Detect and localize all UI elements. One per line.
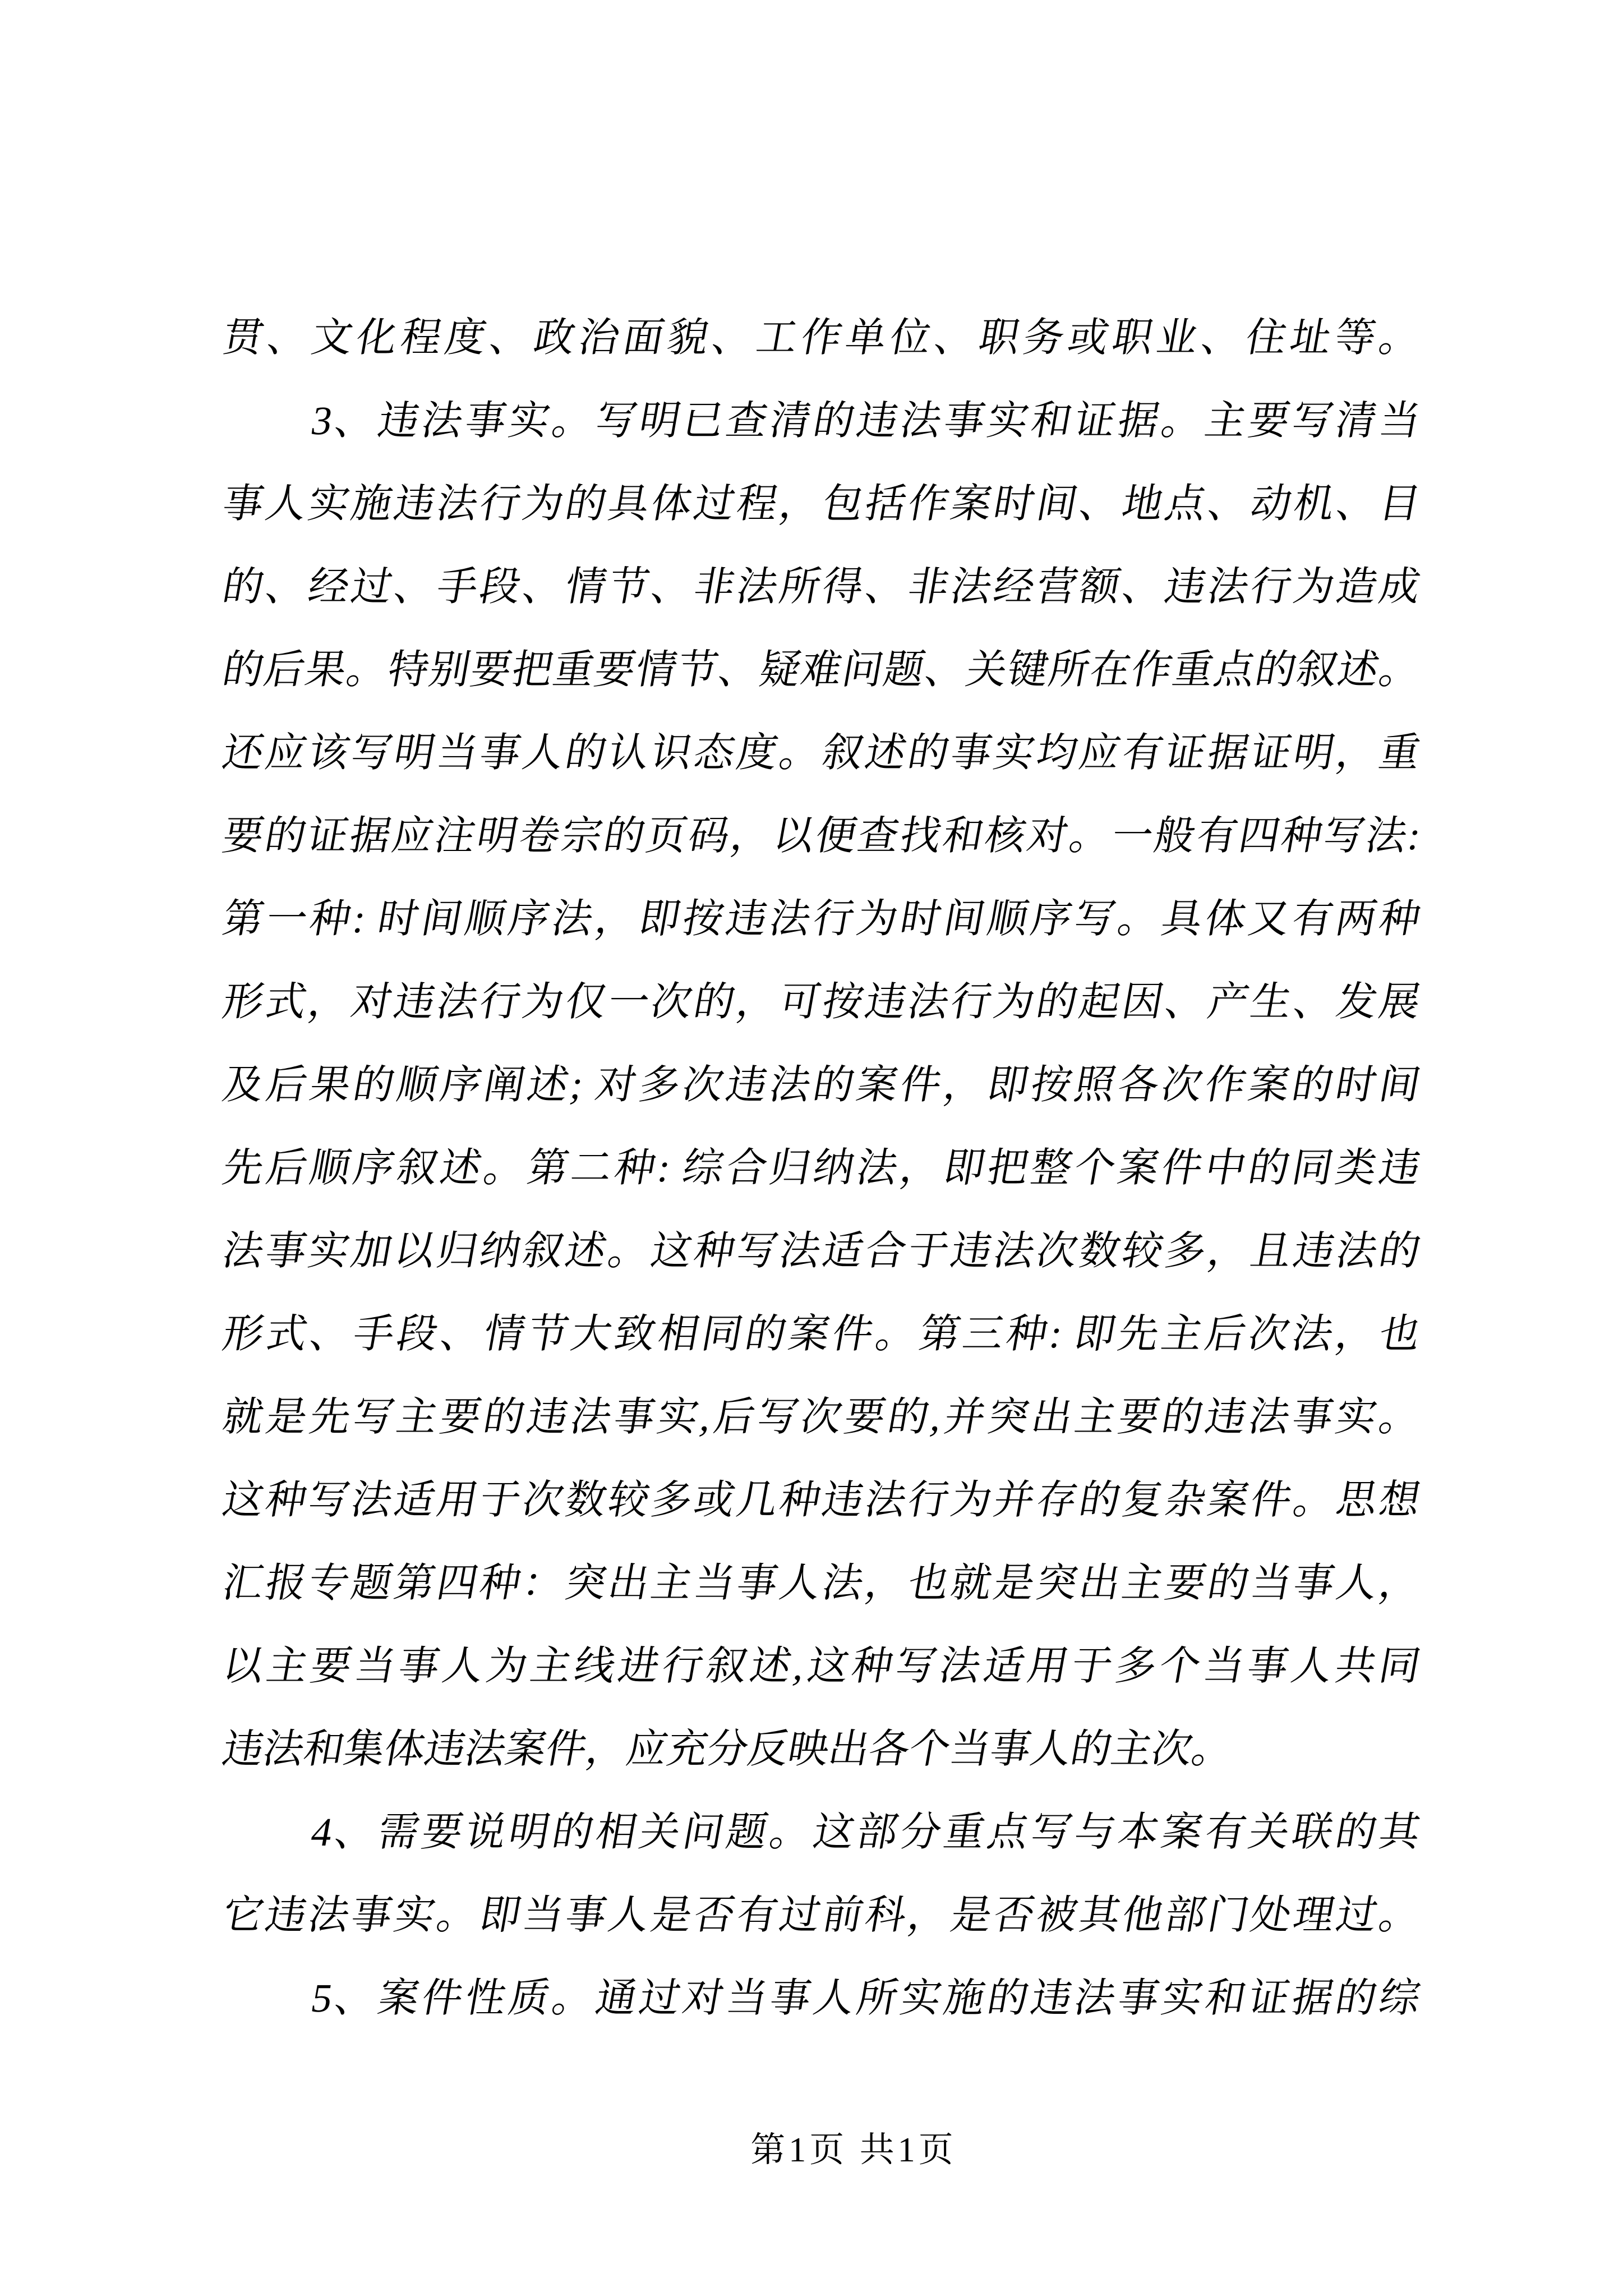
text-line-15: 这种写法适用于次数较多或几种违法行为并存的复杂案件。思想 xyxy=(219,1478,1424,1522)
text-line-07: 要的证据应注明卷宗的页码，以便查找和核对。一般有四种写法: xyxy=(219,813,1424,858)
text-line-10: 及后果的顺序阐述; 对多次违法的案件，即按照各次作案的时间 xyxy=(219,1062,1424,1107)
text-line-14: 就是先写主要的违法事实,后写次要的,并突出主要的违法事实。 xyxy=(219,1395,1424,1439)
page-number-footer: 第1页 共1页 xyxy=(750,2131,957,2169)
text-line-05: 的后果。特别要把重要情节、疑难问题、关键所在作重点的叙述。 xyxy=(219,647,1424,692)
text-line-06: 还应该写明当事人的认识态度。叙述的事实均应有证据证明，重 xyxy=(219,730,1424,775)
text-line-04: 的、经过、手段、情节、非法所得、非法经营额、违法行为造成 xyxy=(219,564,1424,609)
text-line-09: 形式，对违法行为仅一次的，可按违法行为的起因、产生、发展 xyxy=(219,979,1424,1024)
text-line-03: 事人实施违法行为的具体过程，包括作案时间、地点、动机、目 xyxy=(219,481,1424,526)
text-line-01: 贯、文化程度、政治面貌、工作单位、职务或职业、住址等。 xyxy=(219,315,1424,360)
text-line-20: 它违法事实。即当事人是否有过前科，是否被其他部门处理过。 xyxy=(219,1893,1424,1938)
text-line-21: 5、案件性质。通过对当事人所实施的违法事实和证据的综 xyxy=(307,1976,1424,2021)
text-line-17: 以主要当事人为主线进行叙述,这种写法适用于多个当事人共同 xyxy=(219,1644,1424,1688)
text-line-18: 违法和集体违法案件，应充分反映出各个当事人的主次。 xyxy=(219,1727,1237,1772)
text-line-16: 汇报专题第四种：突出主当事人法，也就是突出主要的当事人， xyxy=(219,1561,1424,1605)
text-line-13: 形式、手段、情节大致相同的案件。第三种: 即先主后次法，也 xyxy=(219,1312,1424,1356)
text-line-08: 第一种: 时间顺序法，即按违法行为时间顺序写。具体又有两种 xyxy=(219,896,1424,941)
text-line-02: 3、违法事实。写明已查清的违法事实和证据。主要写清当 xyxy=(307,398,1424,443)
text-line-19: 4、需要说明的相关问题。这部分重点写与本案有关联的其 xyxy=(307,1810,1424,1855)
text-line-12: 法事实加以归纳叙述。这种写法适合于违法次数较多，且违法的 xyxy=(219,1228,1424,1273)
text-block xyxy=(219,296,1424,2040)
text-line-11: 先后顺序叙述。第二种: 综合归纳法，即把整个案件中的同类违 xyxy=(219,1145,1424,1190)
